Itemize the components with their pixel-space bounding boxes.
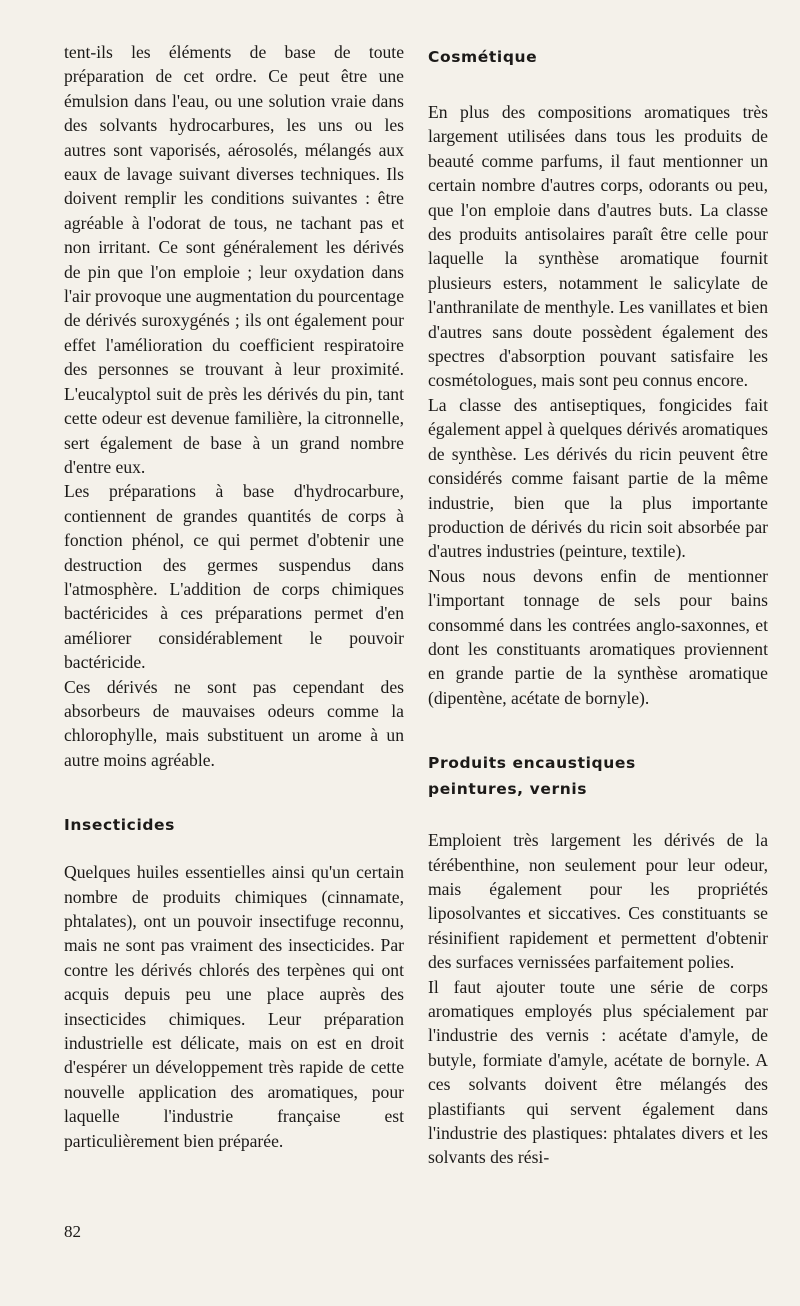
section-heading-produits — [428, 750, 768, 802]
heading-line: peintures, vernis — [428, 780, 588, 799]
section-heading-cosmetique: Cosmétique — [428, 48, 538, 66]
right-column — [428, 40, 768, 1170]
body-paragraph: Nous nous devons enfin de mentionner l'important tonnage de sels pour bains consommé dans les contrées anglo-saxonnes, et dont les constituants aromatiques proviennent en grande partie de la synthèse aromatique (dipentène, acétate de bornyle). — [428, 565, 768, 708]
body-paragraph: Il faut ajouter toute une série de corps aromatiques employés plus spécialement par l'industrie des vernis : acétate d'amyle, de butyle, formiate d'amyle, acétate de bornyle. A ces solvants doivent être mélangés des plastifiants qui servent également dans l'industrie des plastiques: phtalates divers et les solvants des rési- — [428, 976, 768, 1168]
left-column — [64, 40, 404, 1153]
body-paragraph: Quelques huiles essentielles ainsi qu'un certain nombre de produits chimiques (cinnamate, phtalates), ont un pouvoir insectifuge reconnu, mais ne sont pas vraiment des insecticides. Par contre les dérivés chlorés des terpènes qui ont acquis depuis peu une place auprès des insecticides chimiques. Leur préparation industrielle est délicate, mais on est en droit d'espérer un développement très rapide de cette nouvelle application des aromatiques, pour laquelle l'industrie française est particulièrement bien préparée. — [64, 862, 404, 1151]
body-paragraph: tent-ils les éléments de base de toute préparation de cet ordre. Ce peut être une émulsion dans l'eau, ou une solution vraie dans des solvants hydrocarbures, les uns ou les autres sont vaporisés, aérosolés, mélangés aux eaux de lavage suivant diverses techniques. Ils doivent remplir les conditions suivantes : être agréable à l'odorat de tous, ne tachant pas et non irritant. Ce sont généralement les dérivés de pin que l'on emploie ; leur oxydation dans l'air provoque une augmentation du pourcentage de dérivés suroxygénés ; ils ont également pour effet l'amélioration du coefficient respiratoire des personnes se trouvant à leur proximité. L'eucalyptol suit de près les dérivés du pin, tant cette odeur est devenue familière, la citronnelle, sert également de base à un grand nombre d'entre eux. — [64, 42, 404, 477]
body-paragraph: En plus des compositions aromatiques très largement utilisées dans tous les produits de beauté comme parfums, il faut mentionner un certain nombre d'autres corps, odorants ou peu, que l'on emploie dans d'autres buts. La classe des produits antisolaires paraît être celle pour laquelle la synthèse aromatique fournit plusieurs esters, notamment le salicylate de l'anthranilate de menthyle. Les vanillates et bien d'autres sans doute possèdent également des spectres d'absorption pouvant satisfaire les cosmétologues, mais sont peu connus encore. — [428, 102, 768, 391]
body-paragraph: Ces dérivés ne sont pas cependant des absorbeurs de mauvaises odeurs comme la chlorophylle, mais substituent un arome à un autre moins agréable. — [64, 676, 404, 770]
page-number: 82 — [64, 1222, 81, 1241]
section-heading-insecticides: Insecticides — [64, 816, 175, 835]
heading-line: Produits encaustiques — [428, 754, 636, 773]
body-paragraph: La classe des antiseptiques, fongicides fait également appel à quelques dérivés aromatiques de synthèse. Les dérivés du ricin peuvent être considérés comme faisant partie de la même industrie, bien que la plus importante production de dérivés du ricin soit absorbée par d'autres industries (peinture, textile). — [428, 394, 768, 562]
body-paragraph: Les préparations à base d'hydrocarbure, contiennent de grandes quantités de corps à fonction phénol, ce qui permet d'obtenir une destruction des germes suspendus dans l'atmosphère. L'addition de corps chimiques bactéricides à ces préparations permet d'en améliorer considérablement le pouvoir bactéricide. — [64, 481, 404, 673]
body-paragraph: Emploient très largement les dérivés de la térébenthine, non seulement pour leur odeur, mais également pour les propriétés liposolvantes et siccatives. Ces constituants se résinifient rapidement et permettent d'obtenir des surfaces vernissées parfaitement polies. — [428, 830, 768, 973]
